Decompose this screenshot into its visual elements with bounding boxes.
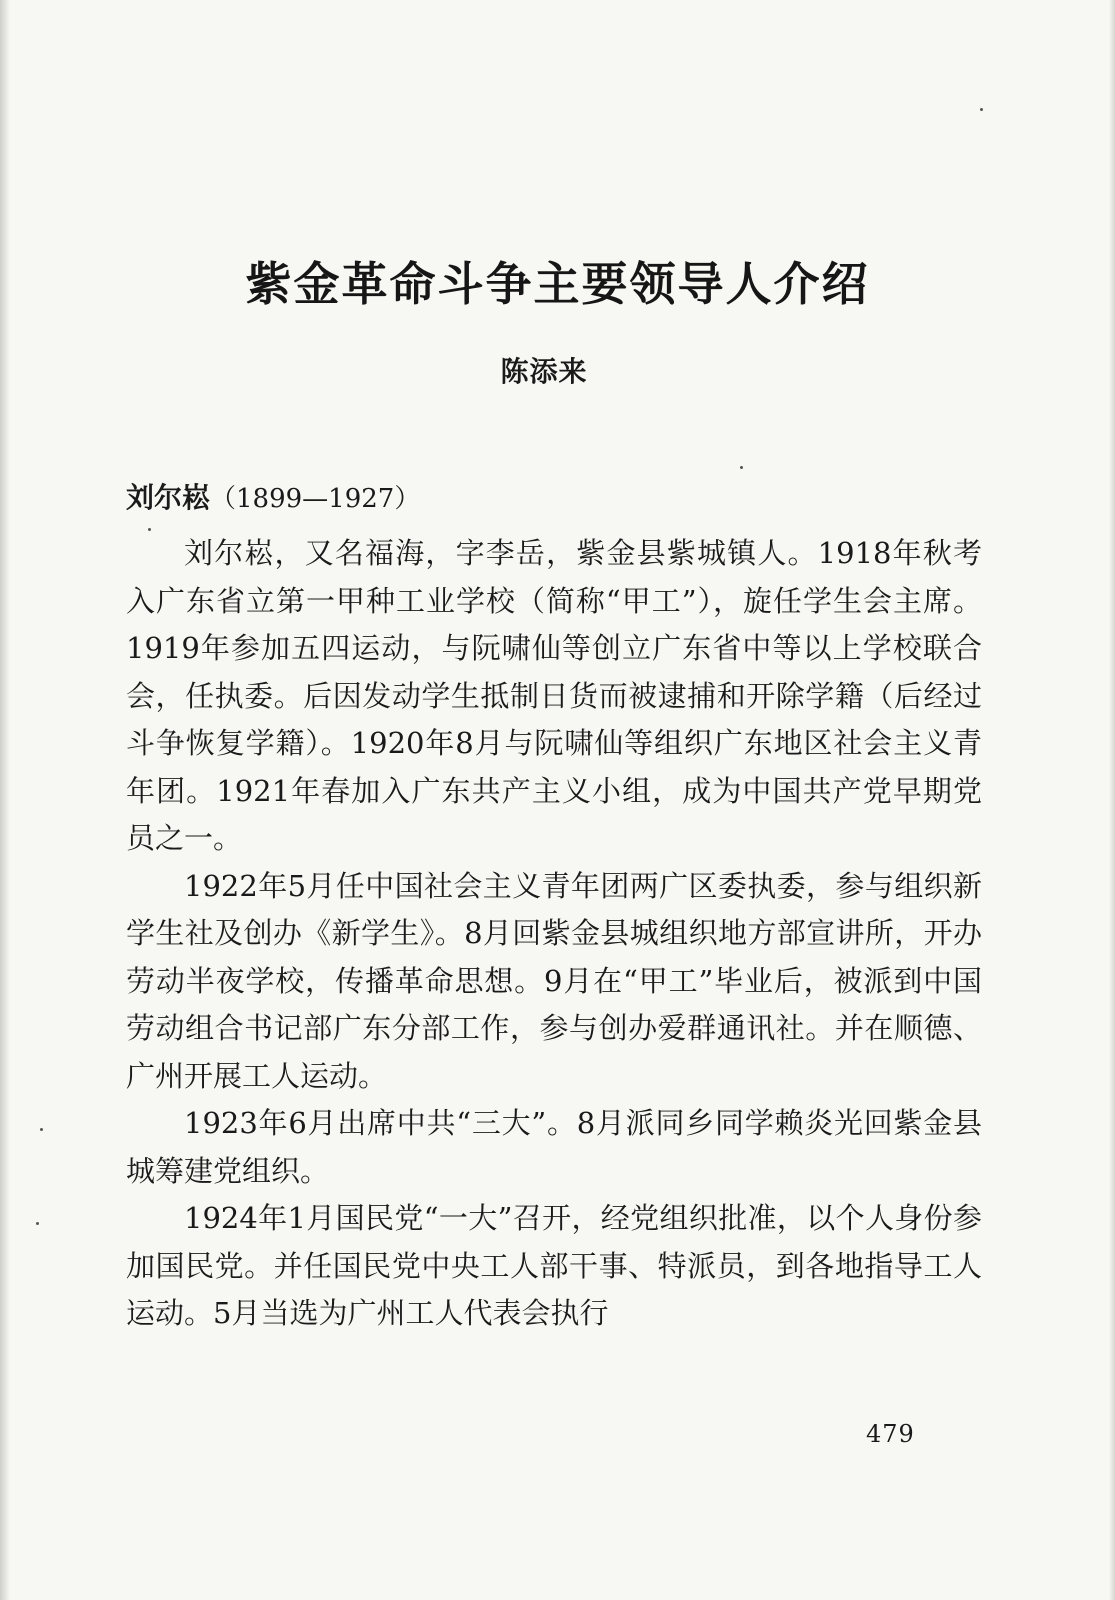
article-author: 陈添来	[500, 355, 588, 388]
scan-speck	[40, 1128, 43, 1131]
scan-speck	[148, 528, 151, 531]
scan-speck	[980, 108, 983, 111]
paragraph: 1924年1月国民党“一大”召开，经党组织批准，以个人身份参加国民党。并任国民党中央工人部干事、特派员，到各地指导工人运动。5月当选为广州工人代表会执行	[126, 1201, 982, 1330]
person-years: （1899—1927）	[210, 484, 421, 514]
scan-edge-right	[1109, 0, 1115, 1600]
article-title: 紫金革命斗争主要领导人介绍	[245, 257, 870, 311]
person-name: 刘尔崧	[126, 481, 211, 514]
section-heading	[126, 476, 420, 516]
paragraph: 1923年6月出席中共“三大”。8月派同乡同学赖炎光回紫金县城筹建党组织。	[126, 1106, 982, 1188]
page-number: 479	[866, 1420, 915, 1448]
article-body	[126, 530, 982, 1338]
scan-speck	[36, 1222, 39, 1225]
paragraph: 刘尔崧，又名福海，字李岳，紫金县紫城镇人。1918年秋考入广东省立第一甲种工业学校（简称“甲工”），旋任学生会主席。1919年参加五四运动，与阮啸仙等创立广东省中等以上学校联合会，任执委。后因发动学生抵制日货而被逮捕和开除学籍（后经过斗争恢复学籍）。1920年8月与阮啸仙等组织广东地区社会主义青年团。1921年春加入广东共产主义小组，成为中国共产党早期党员之一。	[126, 536, 982, 855]
scan-speck	[740, 466, 743, 469]
scan-edge-left	[0, 0, 10, 1600]
paragraph: 1922年5月任中国社会主义青年团两广区委执委，参与组织新学生社及创办《新学生》。8月回紫金县城组织地方部宣讲所，开办劳动半夜学校，传播革命思想。9月在“甲工”毕业后，被派到中国劳动组合书记部广东分部工作，参与创办爱群通讯社。并在顺德、广州开展工人运动。	[126, 868, 982, 1093]
